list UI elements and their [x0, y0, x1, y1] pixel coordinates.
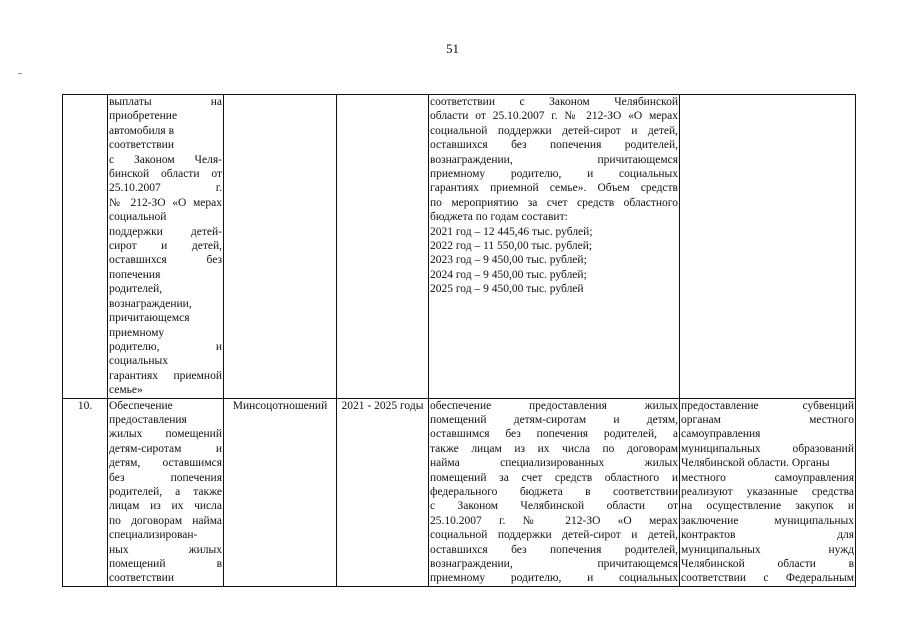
- text-line: предоставления: [109, 413, 187, 426]
- text-line: 2022 год – 11 550,00 тыс. рублей;: [430, 240, 593, 253]
- text-line: социальной поддержки детей-сирот и детей,: [430, 124, 678, 137]
- text-line: 2023 год – 9 450,00 тыс. рублей;: [430, 254, 587, 267]
- text-line: Челябинской области в: [681, 558, 854, 570]
- text-line: соответствии с Федеральным: [681, 572, 854, 585]
- text-line: найма специализированных жилых: [430, 457, 678, 470]
- cell-expected-result: [429, 398, 680, 586]
- text-line: соответствии с Законом Челябинской: [430, 96, 678, 108]
- text-line: родителей,: [109, 283, 163, 296]
- text-line: также лицам из их числа по договорам: [430, 442, 678, 455]
- cell-mechanism: [680, 95, 856, 399]
- text-line: федерального бюджета в соответствии: [430, 485, 678, 498]
- cell-activity-name: [108, 95, 224, 399]
- text-line: специализирован-: [109, 529, 198, 542]
- text-line: оставшихся без попечения родителей,: [430, 139, 678, 152]
- text-line: без попечения: [109, 471, 222, 484]
- text-line: оставшимся без попечения родителей, а: [430, 428, 678, 441]
- text-line: по мероприятию за счет средств областного: [430, 196, 678, 209]
- text-line: жилых помещений: [109, 428, 222, 441]
- text-line: приемному: [109, 326, 165, 339]
- cell-number: [63, 95, 108, 399]
- cell-period: [337, 95, 429, 399]
- text-line: 2021 год – 12 445,46 тыс. рублей;: [430, 225, 593, 238]
- text-line: 25.10.2007 г.: [109, 182, 222, 195]
- text-line: родителей, а также: [109, 485, 222, 498]
- text-line: ных жилых: [109, 543, 222, 556]
- activity-name-lines: [109, 95, 222, 398]
- text-line: вознаграждении, причитающемся: [430, 153, 678, 166]
- text-line: 2024 год – 9 450,00 тыс. рублей;: [430, 268, 587, 281]
- text-line: причитающемся: [109, 312, 190, 325]
- cell-expected-result: [429, 95, 680, 399]
- text-line: приемному родителю, и социальных: [430, 572, 678, 585]
- text-line: № 212-ЗО «О мерах: [109, 196, 222, 209]
- text-line: оставшихся без попечения родителей,: [430, 543, 678, 556]
- text-line: обеспечение предоставления жилых: [430, 399, 678, 412]
- text-line: соответствии: [109, 572, 174, 585]
- text-line: детям-сиротам и: [109, 442, 222, 455]
- text-line: предоставление субвенций: [681, 399, 854, 412]
- page-number: 51: [446, 41, 459, 56]
- text-line: муниципальных нужд: [681, 543, 854, 556]
- text-line: 25.10.2007 г. № 212-ЗО «О мерах: [430, 514, 678, 527]
- text-line: помещений в: [109, 558, 222, 570]
- text-line: 2025 год – 9 450,00 тыс. рублей: [430, 283, 584, 296]
- cell-activity-name: [108, 398, 224, 586]
- text-line: приобретение: [109, 110, 178, 123]
- cell-executor: Минсоцотношений: [224, 398, 337, 586]
- text-line: с Законом Челя-: [109, 153, 222, 166]
- text-line: по договорам найма: [109, 514, 222, 527]
- text-line: поддержки детей-: [109, 225, 222, 238]
- text-line: реализуют указанные средства: [681, 485, 854, 498]
- text-line: детям, оставшимся: [109, 457, 222, 470]
- table-row-continued: [63, 95, 856, 399]
- text-line: выплаты на: [109, 96, 222, 108]
- text-line: бюджета по годам составит:: [430, 211, 568, 224]
- text-line: контрактов для: [681, 529, 854, 542]
- text-line: помещений детям-сиротам и детям,: [430, 413, 678, 426]
- text-line: гарантиях приемной: [109, 369, 222, 382]
- text-line: муниципальных образований: [681, 442, 854, 455]
- text-line: заключение муниципальных: [681, 514, 854, 527]
- table-row-10: [63, 398, 856, 586]
- text-line: помещений за счет средств областного и: [430, 471, 678, 484]
- cell-mechanism: [680, 398, 856, 586]
- text-line: с Законом Челябинской области от: [430, 500, 678, 513]
- text-line: попечения: [109, 268, 161, 281]
- text-line: органам местного: [681, 413, 854, 426]
- expected-result-lines: [430, 95, 678, 297]
- text-line: лицам из их числа: [109, 500, 222, 513]
- text-line: семье»: [109, 384, 143, 397]
- text-line: сирот и детей,: [109, 240, 222, 253]
- text-line: местного самоуправления: [681, 471, 854, 484]
- cell-number: 10.: [63, 398, 108, 586]
- margin-mark: [18, 73, 22, 74]
- text-line: бинской области от: [109, 168, 222, 181]
- text-line: Обеспечение: [109, 399, 173, 412]
- text-line: автомобиля в: [109, 124, 175, 137]
- text-line: социальной: [109, 211, 167, 224]
- text-line: самоуправления: [681, 428, 761, 441]
- text-line: приемному родителю, и социальных: [430, 168, 678, 181]
- text-line: гарантиях приемной семье». Объем средств: [430, 182, 678, 195]
- activity-name-lines: [109, 399, 222, 586]
- cell-executor: [224, 95, 337, 399]
- cell-period: 2021 - 2025 годы: [337, 398, 429, 586]
- text-line: области от 25.10.2007 г. № 212-ЗО «О мерах: [430, 110, 678, 123]
- text-line: соответствии: [109, 139, 174, 152]
- mechanism-lines: [681, 399, 854, 586]
- expected-result-lines: [430, 399, 678, 586]
- text-line: Челябинской области. Органы: [681, 457, 830, 470]
- text-line: оставшихся без: [109, 254, 222, 267]
- text-line: вознаграждении,: [109, 297, 192, 310]
- text-line: социальной поддержки детей-сирот и детей,: [430, 529, 678, 542]
- text-line: родителю, и: [109, 340, 222, 353]
- text-line: на осуществление закупок и: [681, 500, 854, 513]
- text-line: вознаграждении, причитающемся: [430, 558, 678, 570]
- text-line: социальных: [109, 355, 168, 368]
- program-table: [62, 94, 856, 587]
